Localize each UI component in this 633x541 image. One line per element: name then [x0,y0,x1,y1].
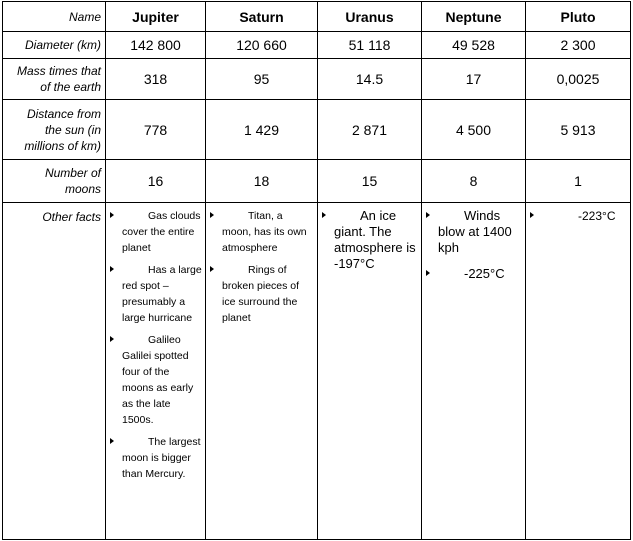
distance-uranus: 2 871 [318,100,422,160]
diameter-neptune: 49 528 [422,32,526,59]
moons-saturn: 18 [206,160,318,203]
planet-name-pluto: Pluto [526,2,631,32]
fact-item: -225°C [430,266,522,282]
row-label-facts: Other facts [3,203,106,540]
bullet-icon [426,212,430,218]
facts-cell-neptune [422,203,526,540]
fact-item: Titan, a moon, has its own atmosphere [214,208,314,256]
fact-item: An ice giant. The atmosphere is -197°C [326,208,418,272]
fact-item: Has a large red spot – presumably a large hurricane [114,262,202,326]
mass-saturn: 95 [206,59,318,100]
facts-cell-saturn [206,203,318,540]
planet-name-uranus: Uranus [318,2,422,32]
mass-uranus: 14.5 [318,59,422,100]
fact-item: Gas clouds cover the entire planet [114,208,202,256]
facts-cell-uranus [318,203,422,540]
bullet-icon [210,266,214,272]
row-label-moons: Number of moons [3,160,106,203]
facts-list-jupiter [106,203,205,482]
bullet-icon [426,270,430,276]
distance-saturn: 1 429 [206,100,318,160]
facts-cell-pluto [526,203,631,540]
bullet-icon [210,212,214,218]
bullet-icon [110,266,114,272]
bullet-icon [322,212,326,218]
diameter-jupiter: 142 800 [106,32,206,59]
bullet-icon [110,212,114,218]
fact-item: The largest moon is bigger than Mercury. [114,434,202,482]
fact-item: Galileo Galilei spotted four of the moons as early as the late 1500s. [114,332,202,428]
diameter-pluto: 2 300 [526,32,631,59]
moons-uranus: 15 [318,160,422,203]
bullet-icon [530,212,534,218]
planet-name-saturn: Saturn [206,2,318,32]
mass-jupiter: 318 [106,59,206,100]
planet-name-neptune: Neptune [422,2,526,32]
facts-row [3,203,631,540]
mass-pluto: 0,0025 [526,59,631,100]
diameter-row [3,32,631,59]
distance-jupiter: 778 [106,100,206,160]
diameter-uranus: 51 118 [318,32,422,59]
row-label-diameter: Diameter (km) [3,32,106,59]
facts-list-saturn [206,203,317,326]
bullet-icon [110,438,114,444]
fact-item: -223°C [534,208,627,224]
moons-jupiter: 16 [106,160,206,203]
facts-list-uranus [318,203,421,272]
distance-row [3,100,631,160]
planet-name-jupiter: Jupiter [106,2,206,32]
row-label-mass: Mass times that of the earth [3,59,106,100]
facts-list-neptune [422,203,525,282]
row-label-distance: Distance from the sun (in millions of km) [3,100,106,160]
fact-item: Rings of broken pieces of ice surround the planet [214,262,314,326]
facts-list-pluto [526,203,630,224]
distance-neptune: 4 500 [422,100,526,160]
header-row [3,2,631,32]
planets-table [2,1,631,540]
fact-item: Winds blow at 1400 kph [430,208,522,256]
moons-row [3,160,631,203]
moons-pluto: 1 [526,160,631,203]
mass-row [3,59,631,100]
row-label-name: Name [3,2,106,32]
diameter-saturn: 120 660 [206,32,318,59]
bullet-icon [110,336,114,342]
moons-neptune: 8 [422,160,526,203]
mass-neptune: 17 [422,59,526,100]
facts-cell-jupiter [106,203,206,540]
distance-pluto: 5 913 [526,100,631,160]
